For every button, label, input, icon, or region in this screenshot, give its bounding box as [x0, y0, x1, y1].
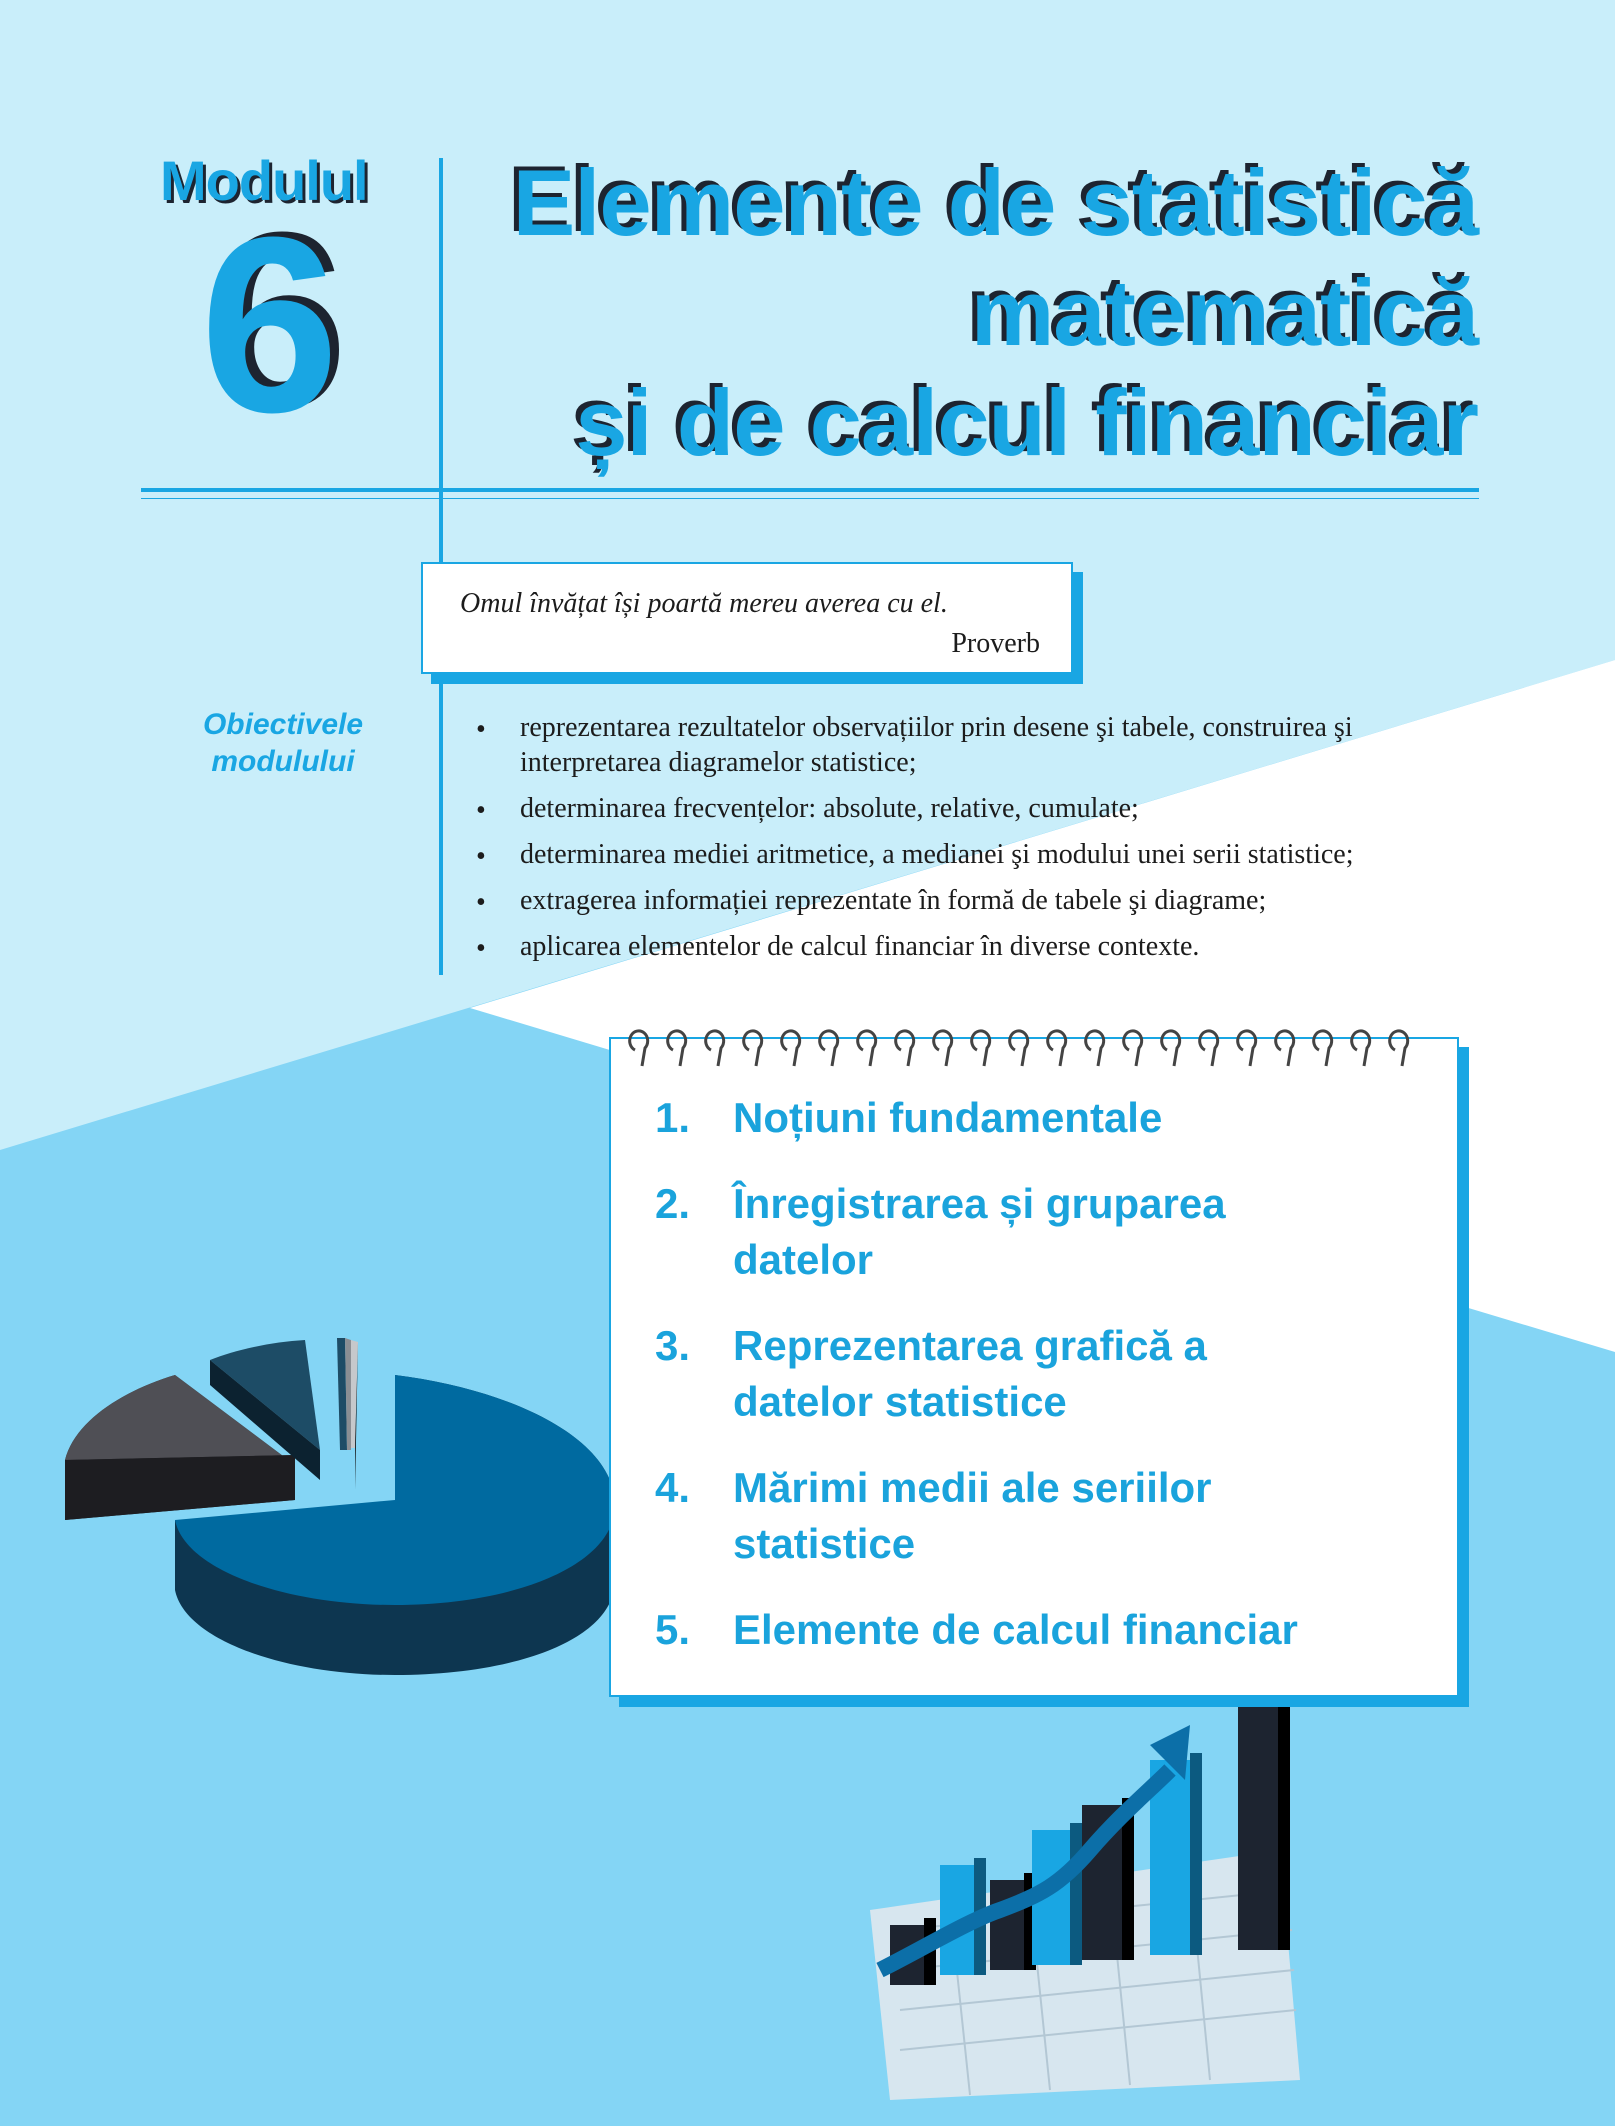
contents-item[interactable] [655, 1176, 1435, 1288]
module-label: Modulul [160, 149, 368, 212]
contents-item-title: Noțiuni fundamentale [733, 1094, 1163, 1141]
contents-item-title: Reprezentarea grafică a datelor statistice [733, 1322, 1207, 1425]
horizontal-divider-thin [141, 498, 1479, 499]
objectives-list [476, 710, 1416, 975]
contents-item-title: Elemente de calcul financiar [733, 1606, 1298, 1653]
contents-item-number: 5. [655, 1606, 691, 1653]
objectives-heading-line-1: Obiectivele [202, 708, 364, 741]
contents-item[interactable] [655, 1318, 1435, 1430]
contents-item-number: 2. [655, 1180, 691, 1227]
objective-item: • determinarea mediei aritmetice, a medianei şi modului unei serii statistice; [476, 837, 1416, 872]
module-title [513, 148, 1478, 478]
contents-item-title: Mărimi medii ale seriilor statistice [733, 1464, 1212, 1567]
bar-chart-illustration [860, 1700, 1310, 2100]
contents-item[interactable] [655, 1460, 1435, 1572]
horizontal-divider [141, 488, 1479, 492]
contents-item[interactable] [655, 1090, 1435, 1146]
objectives-heading [178, 706, 388, 780]
contents-item[interactable] [655, 1602, 1435, 1658]
title-line-2: matematică [970, 260, 1478, 365]
objectives-heading-line-2: modulului [211, 745, 355, 778]
module-number: 6 [200, 185, 340, 464]
objective-item: • aplicarea elementelor de calcul financiar în diverse contexte. [476, 929, 1416, 964]
quote-text: Omul învățat își poartă mereu averea cu el. [460, 588, 948, 619]
contents-item-number: 3. [655, 1322, 691, 1369]
quote-author: Proverb [951, 628, 1040, 659]
title-line-1: Elemente de statistică [512, 150, 1478, 255]
contents-item-number: 4. [655, 1464, 691, 1511]
pie-chart-illustration [55, 1330, 655, 1710]
title-line-3: și de calcul financiar [575, 370, 1478, 475]
spiral-binding-icon [625, 1012, 1435, 1072]
contents-item-title: Înregistrarea și gruparea datelor [733, 1180, 1226, 1283]
objective-item: • reprezentarea rezultatelor observațiilor prin desene şi tabele, construirea şi interpretarea diagramelor statistice; [476, 710, 1416, 780]
objective-item: • determinarea frecvențelor: absolute, relative, cumulate; [476, 791, 1416, 826]
objective-item: • extragerea informației reprezentate în formă de tabele şi diagrame; [476, 883, 1416, 918]
contents-item-number: 1. [655, 1094, 691, 1141]
contents-list [655, 1090, 1435, 1688]
